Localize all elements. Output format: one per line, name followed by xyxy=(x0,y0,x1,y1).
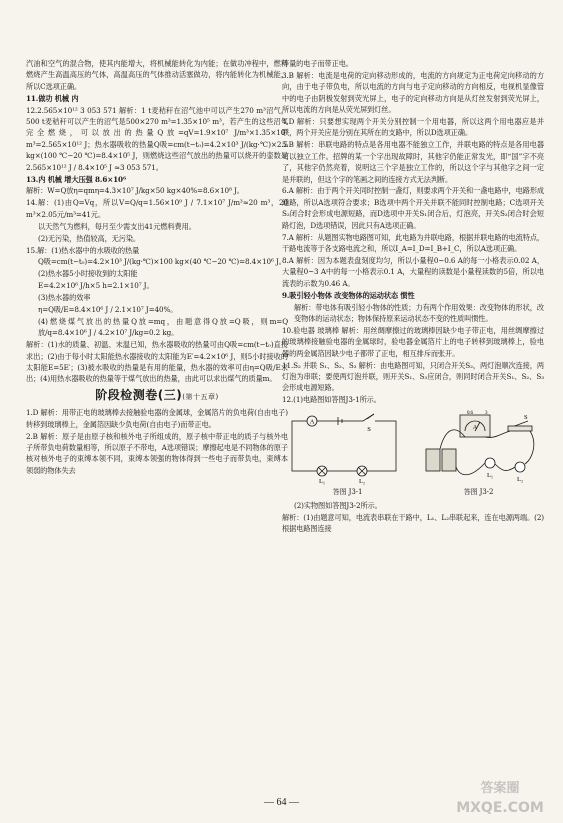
physical-diagram-j3-2 xyxy=(420,409,544,485)
answer-paragraph: 11.S₂ 并联 S₁、S₂、S₃ 解析：由电路图可知，只闭合开关S₂，两灯泡顺次连接，两灯泡为串联；要使两灯泡并联，则开关S₁、S₃应闭合，则同时闭合开关S₁、S₂、S₃会形成电源短路。 xyxy=(282,360,544,393)
figure-row xyxy=(282,409,544,485)
ammeter-label: A xyxy=(309,418,315,426)
bulb-l2 xyxy=(515,462,525,472)
answer-paragraph: 汽油和空气的混合物，使其内能增大，将机械能转化为内能；在做功冲程中，燃料燃烧产生高温高压的气体，高温高压的气体推动活塞做功，将内能转化为机械能，所以C选项正确。 xyxy=(26,59,288,91)
left-column xyxy=(26,58,288,477)
bulb-l1 xyxy=(485,458,495,468)
figure-captions xyxy=(282,487,544,498)
answer-paragraph: η=Q吸/E=8.4×10⁶ J / 2.1×10⁷ J=40%。 xyxy=(38,305,178,315)
answer-paragraph: E=4.2×10⁶ J/h×5 h=2.1×10⁷ J。 xyxy=(38,281,154,291)
answer-paragraph: 11.做功 机械 内 xyxy=(26,93,79,103)
right-answers xyxy=(282,58,544,406)
answer-paragraph: 1.D 解析：用带正电的玻璃棒去接触验电器的金属球，金属箔片的负电荷(自由电子)转移到玻璃棒上，金属箔因缺少负电荷(自由电子)而带正电。 xyxy=(26,408,288,429)
answer-paragraph: 3.B 解析：电流是电荷的定向移动形成的，电流的方向规定为正电荷定向移动的方向，由于电子带负电，所以电流的方向与电子定向移动的方向相反，电视机显像管中的电子由阴极发射到荧光屏上，电子的定向移动方向是从灯丝发射到荧光屏上，所以电流的方向是从荧光屏到灯丝。 xyxy=(282,70,544,115)
left-answers-2 xyxy=(26,407,288,476)
lamp-l1-label: L₁ xyxy=(318,477,326,485)
caption-j3-2: 答图 J3-2 xyxy=(463,487,494,496)
answer-paragraph: 2.B 解析：原子是由原子核和核外电子所组成的，原子核中带正电的质子与核外电子所带负电荷数量相等，所以原子不带电，A选项错误；摩擦起电是不同物体的原子核对核外电子的束缚本领不同，束缚本领强的物体得到一些电子而带负电，束缚本领弱的物体失去 xyxy=(26,431,288,475)
section-title-text: 阶段检测卷(三) xyxy=(95,387,183,402)
battery-2 xyxy=(442,449,456,471)
left-answers xyxy=(26,58,288,385)
answer-paragraph: 7.A 解析：从题图实物电路图可知，此电路为并联电路，根据并联电路的电流特点，干路电流等于各支路电流之和，所以I_A=I_D=I_B+I_C，所以A选项正确。 xyxy=(282,232,544,253)
bulb-l2-label: L₂ xyxy=(516,475,524,483)
answer-paragraph: 15.解：(1)热水器中的水吸收的热量 xyxy=(26,245,140,255)
answer-paragraph: 6.A 解析：由于两个开关同时控制一盏灯，则要求两个开关和一盏电路中，电路形成通路，所以A选项符合要求；B选项中两个开关并联不能同时控制电路；C选项开关S₂闭合时会形成电源短路，而D选项中开关S₁闭合后，灯泡亮，开关S₂闭合时会短路灯泡，D选项错误，因此只有A选项正确。 xyxy=(282,186,544,230)
answer-paragraph: 4.D 解析：只要想实现两个开关分别控制一个用电器，所以这两个用电器应是并联，两个开关应是分别在其所在的支路中，所以D选项正确。 xyxy=(282,117,544,138)
answer-paragraph: 解析：(1)由题意可知，电流表串联在干路中，L₁、L₂串联起来，连在电源两端。(2)根据电路图连接 xyxy=(282,513,544,534)
meter-label: A xyxy=(472,424,478,431)
answer-paragraph: 以天然气为燃料，每月至少需支出41元燃料费用。 xyxy=(38,221,196,231)
answer-paragraph: 解析：带电体有吸引轻小物体的性质；力有两个作用效果：改变物体的形状，改变物体的运动状态；物体保持原来运动状态不变的性质叫惯性。 xyxy=(294,302,544,323)
answer-paragraph: Q吸=cm(t−t₀)=4.2×10³ J/(kg·℃)×100 kg×(40 ℃−20 ℃)=8.4×10⁶ J。 xyxy=(38,257,286,267)
answer-paragraph: 解析：(1)水的质量、初温、末温已知，热水器吸收的热量可由Q吸=cm(t−t₀)直接求出；(2)由于每小时太阳能热水器接收的太阳能为E′=4.2×10⁶ J，则5小时接收的太阳能E=5E′；(3)被水吸收的热量是有用的能量，热水器的效率可由η=Q吸/E求出；(4)用热水器吸收的热量等于煤气放出的热量，由此可以求出煤气的质量m。 xyxy=(26,340,288,384)
lamp-l2-label: L₂ xyxy=(358,477,366,485)
answer-paragraph: 13.内 机械 增大压强 8.6×10⁶ xyxy=(26,174,127,184)
switch-label-2: S xyxy=(524,413,528,421)
switch-label: S xyxy=(367,425,371,433)
answer-paragraph: 10.验电器 玻璃棒 解析：用丝绸摩擦过的玻璃棒因缺少电子带正电，用丝绸摩擦过的玻璃棒接触验电器的金属球时，验电器金属箔片上的电子转移到玻璃棒上，验电器的两金属箔因缺少电子都带了正电，相互排斥而张开。 xyxy=(282,325,544,358)
watermark-logo xyxy=(442,774,558,818)
answer-paragraph: (3)热水器的效率 xyxy=(38,293,91,303)
terminal-3: 3 xyxy=(485,410,488,416)
answer-paragraph: 解析：W=Q放η=qmη=4.3×10⁷ J/kg×50 kg×40%=8.6×10⁸ J。 xyxy=(26,186,244,196)
answer-paragraph: 12.(1)电路图如答图J3-1所示。 xyxy=(282,395,381,405)
section-title xyxy=(26,387,288,403)
answer-paragraph: 等量的电子而带正电。 xyxy=(282,59,353,68)
circuit-diagram-j3-1 xyxy=(282,409,406,485)
answer-paragraph: (2)热水器5小时接收到的太阳能 xyxy=(38,269,138,279)
right-answers-2 xyxy=(282,500,544,535)
answer-paragraph: (2)无污染，热值较高，无污染。 xyxy=(38,233,141,243)
answer-paragraph: 5.B 解析：串联电路的特点是各用电器不能独立工作，并联电路的特点是各用电器可以独立工作。招牌的某一个字出现故障时，其他字仍能正常发光，即“国”字不亮了，其他字仍然亮着，说明这三个字是独立工作的，所以这个字与其他字之间一定是并联的，但这个字的笔画之间的连接方式无法判断。 xyxy=(282,140,544,184)
answer-paragraph: (4)燃烧煤气放出的热量Q放=mq，由题意得Q放=Q吸，则m=Q放/q=8.4×10⁶ J / 4.2×10⁷ J/kg=0.2 kg。 xyxy=(38,316,288,338)
answer-paragraph: 9.吸引轻小物体 改变物体的运动状态 惯性 xyxy=(282,290,415,300)
svg-text:MXQE.COM: MXQE.COM xyxy=(456,800,544,816)
answer-paragraph: 8.A 解析：因为本题表盘刻度均匀，所以小量程0~0.6 A的每一小格表示0.02 A，大量程0~3 A中的每一小格表示0.1 A，大量程的读数是小量程读数的5倍，所以电流表的示数为0.46 A。 xyxy=(282,255,544,288)
answer-paragraph: (2)实物图如答图J3-2所示。 xyxy=(294,501,382,511)
answer-paragraph: 12.2.565×10¹² 3 053 571 解析：1 t麦秸秆在沼气池中可以产生270 m³沼气，500 t麦秸秆可以产生的沼气是500×270 m³=1.35×10⁵ m³，若产生的这些沼气完全燃烧，可以放出的热量Q放=qV=1.9×10⁷ J/m³×1.35×10⁵ m³=2.565×10¹² J；热水器吸收的热量Q吸=cm(t−t₀)=4.2×10³ J/(kg·℃)×2.5 kg×(100 ℃−20 ℃)=8.4×10⁵ J，则燃烧这些沼气放出的热量可以烧开的壶数是2.565×10¹² J / 8.4×10⁵ J ≈3 053 571。 xyxy=(26,105,288,172)
answer-paragraph: 14.解：(1)由Q=Vq，所以V=Q/q=1.56×10⁹ J / 7.1×10⁷ J/m³≈20 m³，20 m³×2.05元/m³=41元。 xyxy=(26,198,288,219)
svg-text:答案圈: 答案圈 xyxy=(480,781,520,796)
terminal-06: 0.6 xyxy=(467,410,473,416)
bulb-l1-label: L₁ xyxy=(486,471,494,479)
battery-1 xyxy=(426,449,440,471)
page-number: — 64 — xyxy=(264,797,299,808)
caption-j3-1: 答图 J3-1 xyxy=(332,487,363,496)
right-column xyxy=(282,58,544,535)
section-subtitle: (第十五章) xyxy=(182,392,219,401)
